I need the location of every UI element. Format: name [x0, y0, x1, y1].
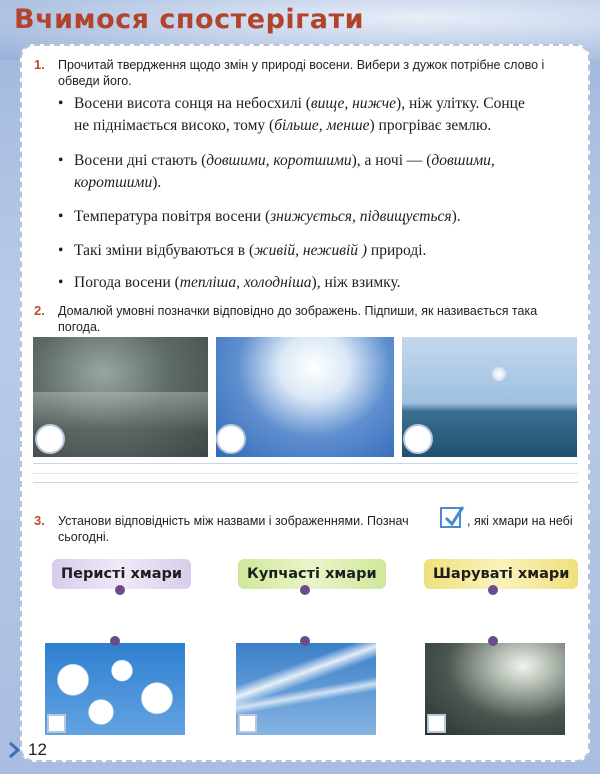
weather-symbol-circle[interactable] — [35, 424, 65, 454]
task1-instruction: Прочитай твердження щодо змін у природі восени. Вибери з дужок потрібне слово і обведи його. — [58, 58, 545, 88]
match-dot[interactable] — [300, 585, 310, 595]
today-checkbox[interactable] — [47, 714, 66, 733]
bullet-icon: • — [58, 95, 64, 112]
task2-instruction: Домалюй умовні позначки відповідно до зображень. Підпиши, як називається така погода. — [58, 304, 538, 334]
match-dot[interactable] — [115, 585, 125, 595]
stratus-clouds-photo — [425, 643, 565, 735]
task3-instruction-cont: , які хмари на небі — [467, 514, 573, 528]
cumulus-clouds-photo — [45, 643, 185, 735]
match-dot[interactable] — [488, 636, 498, 646]
weather-symbol-circle[interactable] — [403, 424, 433, 454]
task2-number: 2. — [34, 303, 45, 318]
bullet-icon: • — [58, 274, 64, 291]
task3-instruction-end: сьогодні. — [58, 530, 110, 544]
answer-options[interactable]: тепліша, холодніша — [179, 274, 312, 291]
today-checkbox[interactable] — [238, 714, 257, 733]
match-dot[interactable] — [300, 636, 310, 646]
statement-4[interactable]: • Такі зміни відбуваються в (живій, неживій ) природі. — [58, 240, 583, 262]
answer-options[interactable]: коротшими — [74, 174, 153, 191]
task3-instruction: Установи відповідність між назвами і зображеннями. Познач — [58, 514, 409, 528]
bullet-icon: • — [58, 208, 64, 225]
chevron-right-icon — [8, 742, 20, 758]
statement-2[interactable]: • Восени дні стають (довшими, коротшими), а ночі — (довшими, коротшими). — [58, 152, 495, 191]
answer-options[interactable]: живій, неживій ) — [254, 242, 368, 259]
bullet-icon: • — [58, 242, 64, 259]
answer-writing-lines[interactable] — [33, 463, 578, 483]
checkmark-icon — [440, 507, 461, 528]
cloud-label-cirrus: Перисті хмари — [52, 559, 191, 589]
cirrus-clouds-photo — [236, 643, 376, 735]
match-dot[interactable] — [488, 585, 498, 595]
cloud-label-cumulus: Купчасті хмари — [238, 559, 386, 589]
weather-symbol-circle[interactable] — [216, 424, 246, 454]
task1-number: 1. — [34, 57, 45, 72]
statement-5[interactable]: • Погода восени (тепліша, холодніша), ніж взимку. — [58, 272, 583, 294]
page-number: 12 — [28, 740, 47, 759]
match-dot[interactable] — [110, 636, 120, 646]
answer-options[interactable]: довшими, — [431, 152, 495, 169]
sun-icon — [492, 367, 506, 381]
cloud-label-stratus: Шаруваті хмари — [424, 559, 578, 589]
statement-3[interactable]: • Температура повітря восени (знижується, підвищується). — [58, 206, 583, 228]
answer-options[interactable]: знижується, підвищується — [270, 208, 452, 225]
task3-number: 3. — [34, 513, 45, 528]
page-title: Вчимося спостерігати — [14, 4, 365, 35]
answer-options[interactable]: більше, менше — [274, 117, 370, 134]
answer-options[interactable]: вище, нижче — [310, 95, 397, 112]
bullet-icon: • — [58, 152, 64, 169]
today-checkbox[interactable] — [427, 714, 446, 733]
statement-1[interactable]: • Восени висота сонця на небосхилі (вище, нижче), ніж улітку. Сонце не піднімається високо, тому (більше, менше) прогріває землю. — [58, 95, 525, 134]
answer-options[interactable]: довшими, коротшими — [206, 152, 352, 169]
